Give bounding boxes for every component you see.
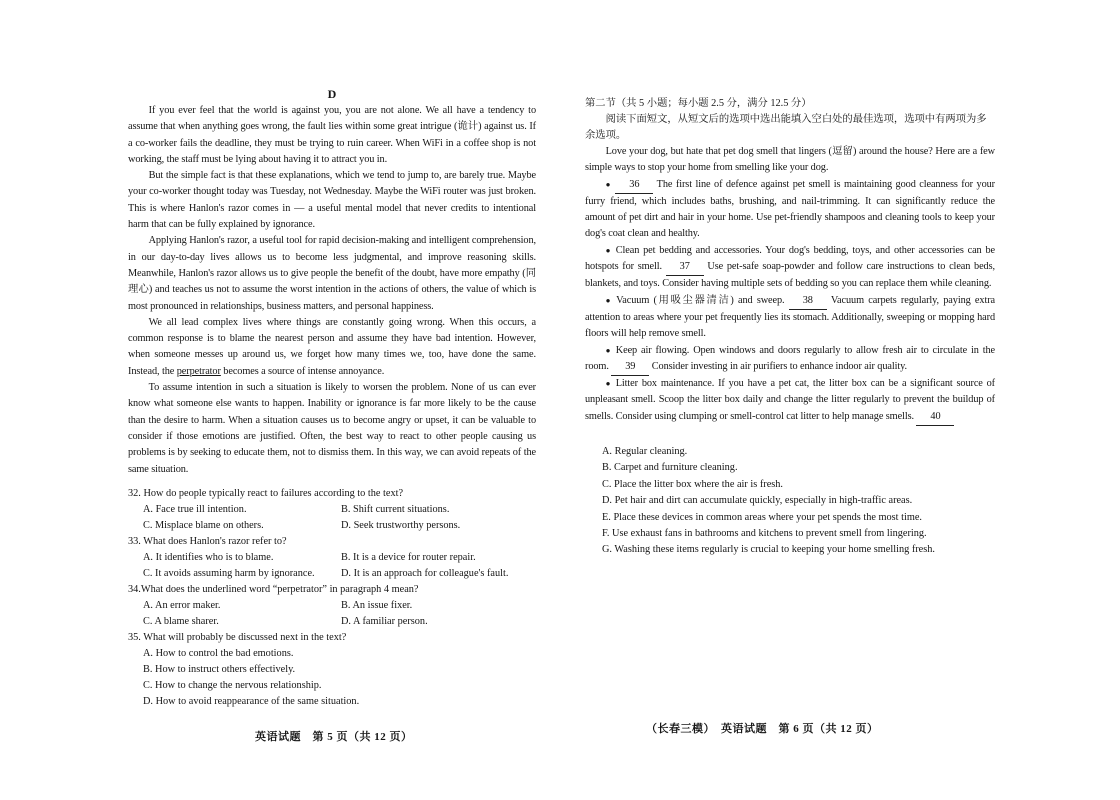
page-footer-right: （长春三模） 英语试题 第 6 页（共 12 页） <box>646 723 879 735</box>
bullet-4-text-a: Keep air flowing. Open windows and doors regularly to allow fresh air to circulate in the room. <box>585 344 995 372</box>
bullet-3 <box>585 293 995 343</box>
options <box>128 502 536 534</box>
bullet-5-text: Litter box maintenance. If you have a pet cat, the litter box can be a significant source of unpleasant smell. Scoop the litter box daily and change the litter regularly to prevent the buildup of smells. Consider using clumping or smell-control cat litter to help manage smells. <box>585 378 995 422</box>
page-footer-left: 英语试题 第 5 页（共 12 页） <box>255 731 413 743</box>
options <box>128 550 536 582</box>
option-b[interactable]: B. An issue fixer. <box>341 599 413 611</box>
blank-40[interactable]: 40 <box>916 409 954 426</box>
option-b[interactable]: B. It is a device for router repair. <box>341 551 476 563</box>
choice-b[interactable]: B. Carpet and furniture cleaning. <box>602 462 738 474</box>
left-page <box>128 86 536 710</box>
bullet-2 <box>585 243 995 293</box>
option-c[interactable]: C. How to change the nervous relationship. <box>143 679 322 691</box>
instructions: 阅读下面短文，从短文后的选项中选出能填入空白处的最佳选项，选项中有两项为多余选项。 <box>585 114 987 141</box>
blank-36[interactable]: 36 <box>615 177 653 194</box>
question-35 <box>128 630 536 710</box>
choice-d[interactable]: D. Pet hair and dirt can accumulate quickly, especially in high-traffic areas. <box>602 495 913 507</box>
choice-e[interactable]: E. Place these devices in common areas where your pet spends the most time. <box>602 511 922 523</box>
option-d[interactable]: D. It is an approach for colleague's fault. <box>341 567 509 579</box>
option-b[interactable]: B. Shift current situations. <box>341 503 450 515</box>
bullet-4-text-b: Consider investing in air purifiers to enhance indoor air quality. <box>649 360 908 372</box>
question-stem: 33. What does Hanlon's razor refer to? <box>128 535 287 547</box>
paragraph-4-text-a: We all lead complex lives where things are constantly going wrong. When this occurs, a common response is to blame the nearest person and assume they have bad intention. However, when someone messes up around us, we forget how many times we, too, have done the same. Instead, the <box>128 316 536 377</box>
choice-f[interactable]: F. Use exhaust fans in bathrooms and kitchens to prevent smell from lingering. <box>602 528 927 540</box>
blank-37[interactable]: 37 <box>666 259 704 276</box>
option-d[interactable]: D. Seek trustworthy persons. <box>341 519 461 531</box>
passage-heading: D <box>327 87 337 101</box>
question-stem: 34.What does the underlined word “perpetrator” in paragraph 4 mean? <box>128 583 419 595</box>
bullet-3-text-a: Vacuum (用吸尘器清洁) and sweep. <box>616 294 789 306</box>
underlined-word: perpetrator <box>176 365 221 377</box>
intro-paragraph: Love your dog, but hate that pet dog smell that lingers (逗留) around the house? Here are a few simple ways to stop your home from smelling like your dog. <box>585 146 995 174</box>
bullet-3-text-b: Vacuum carpets regularly, paying extra attention to areas where your pet frequently lies its stomach. Additionally, sweeping or mopping hard floors will help remove smell. <box>585 294 996 340</box>
choice-c[interactable]: C. Place the litter box where the air is fresh. <box>602 478 783 490</box>
right-page <box>585 96 995 559</box>
question-34 <box>128 582 536 630</box>
blank-38[interactable]: 38 <box>789 293 827 310</box>
question-33 <box>128 534 536 582</box>
paragraph-4 <box>128 315 536 380</box>
option-c[interactable]: C. A blame sharer. <box>143 615 219 627</box>
choice-g[interactable]: G. Washing these items regularly is crucial to keeping your home smelling fresh. <box>602 544 935 556</box>
paragraph-5: To assume intention in such a situation is likely to worsen the problem. None of us can ever know what someone else wants to happen. Inability or ignorance is far more likely to be the cause than the desire to harm. When a situation causes us to become angry or upset, it can be valuable to consider if those emotions are justified. Often, the best way to react to other people causing us problems is by seeking to educate them, not to dismiss them. In this way, we can avoid repeats of the same situation. <box>128 382 536 475</box>
option-a[interactable]: A. How to control the bad emotions. <box>143 647 294 659</box>
question-32 <box>128 486 536 534</box>
bullet-4 <box>585 343 995 377</box>
section-title: 第二节（共 5 小题；每小题 2.5 分，满分 12.5 分） <box>585 98 812 109</box>
paragraph-2: But the simple fact is that these explanations, which we tend to jump to, are barely true. Maybe your co-worker thought today was Tuesday, not Wednesday. Maybe the WiFi router was just broken. This is where Hanlon's razor comes in — a useful mental model that never credits to intentional harm that can be fully explained by ignorance. <box>128 170 536 231</box>
option-b[interactable]: B. How to instruct others effectively. <box>143 663 296 675</box>
options <box>128 646 536 710</box>
question-stem: 32. How do people typically react to failures according to the text? <box>128 487 404 499</box>
option-a[interactable]: A. Face true ill intention. <box>143 503 247 515</box>
paragraph-1: If you ever feel that the world is against you, you are not alone. We all have a tendency to assume that when anything goes wrong, the fault lies within some great intrigue (诡计) against us. If a co-worker fails the deadline, they must be trying to ruin career. When WiFi in a coffee shop is not working, the staff must be lying about having it to attract you in. <box>128 105 536 165</box>
option-d[interactable]: D. How to avoid reappearance of the same situation. <box>143 695 360 707</box>
option-d[interactable]: D. A familiar person. <box>341 615 428 627</box>
bullet-2-text-b: Use pet-safe soap-powder and follow care instructions to clean beds, blankets, and toys. Consider having multiple sets of bedding so you can replace them while cleaning. <box>585 261 995 290</box>
answer-choices <box>585 444 995 559</box>
bullet-1-text: The first line of defence against pet smell is maintaining good cleanness for your furry friend, which includes baths, brushing, and nail-trimming. It can significantly reduce the amount of pet dirt and hair in your home. Use pet-friendly shampoos and cleaning tools to keep your dog's coat clean and healthy. <box>585 178 995 240</box>
option-a[interactable]: A. An error maker. <box>143 599 221 611</box>
paragraph-3: Applying Hanlon's razor, a useful tool for rapid decision-making and intelligent comprehension, in our day-to-day lives allows us to become less judgmental, and improve reasoning skills. Meanwhile, Hanlon's razor allows us to give people the benefit of the doubt, have more empathy (同理心) and teaches us not to assume the worst intention in the actions of others, the value of which is most pronounced in relationships, business matters, and personal happiness. <box>128 235 536 312</box>
bullet-1 <box>585 177 995 243</box>
blank-39[interactable]: 39 <box>611 359 649 376</box>
option-c[interactable]: C. It avoids assuming harm by ignorance. <box>143 567 315 579</box>
question-stem: 35. What will probably be discussed next in the text? <box>128 631 347 643</box>
paragraph-4-text-b: becomes a source of intense annoyance. <box>220 365 385 377</box>
option-c[interactable]: C. Misplace blame on others. <box>143 519 264 531</box>
choice-a[interactable]: A. Regular cleaning. <box>602 446 688 458</box>
bullet-5 <box>585 376 995 426</box>
options <box>128 598 536 630</box>
option-a[interactable]: A. It identifies who is to blame. <box>143 551 274 563</box>
bullet-2-text-a: Clean pet bedding and accessories. Your dog's bedding, toys, and other accessories can be hotspots for smell. <box>585 244 995 273</box>
